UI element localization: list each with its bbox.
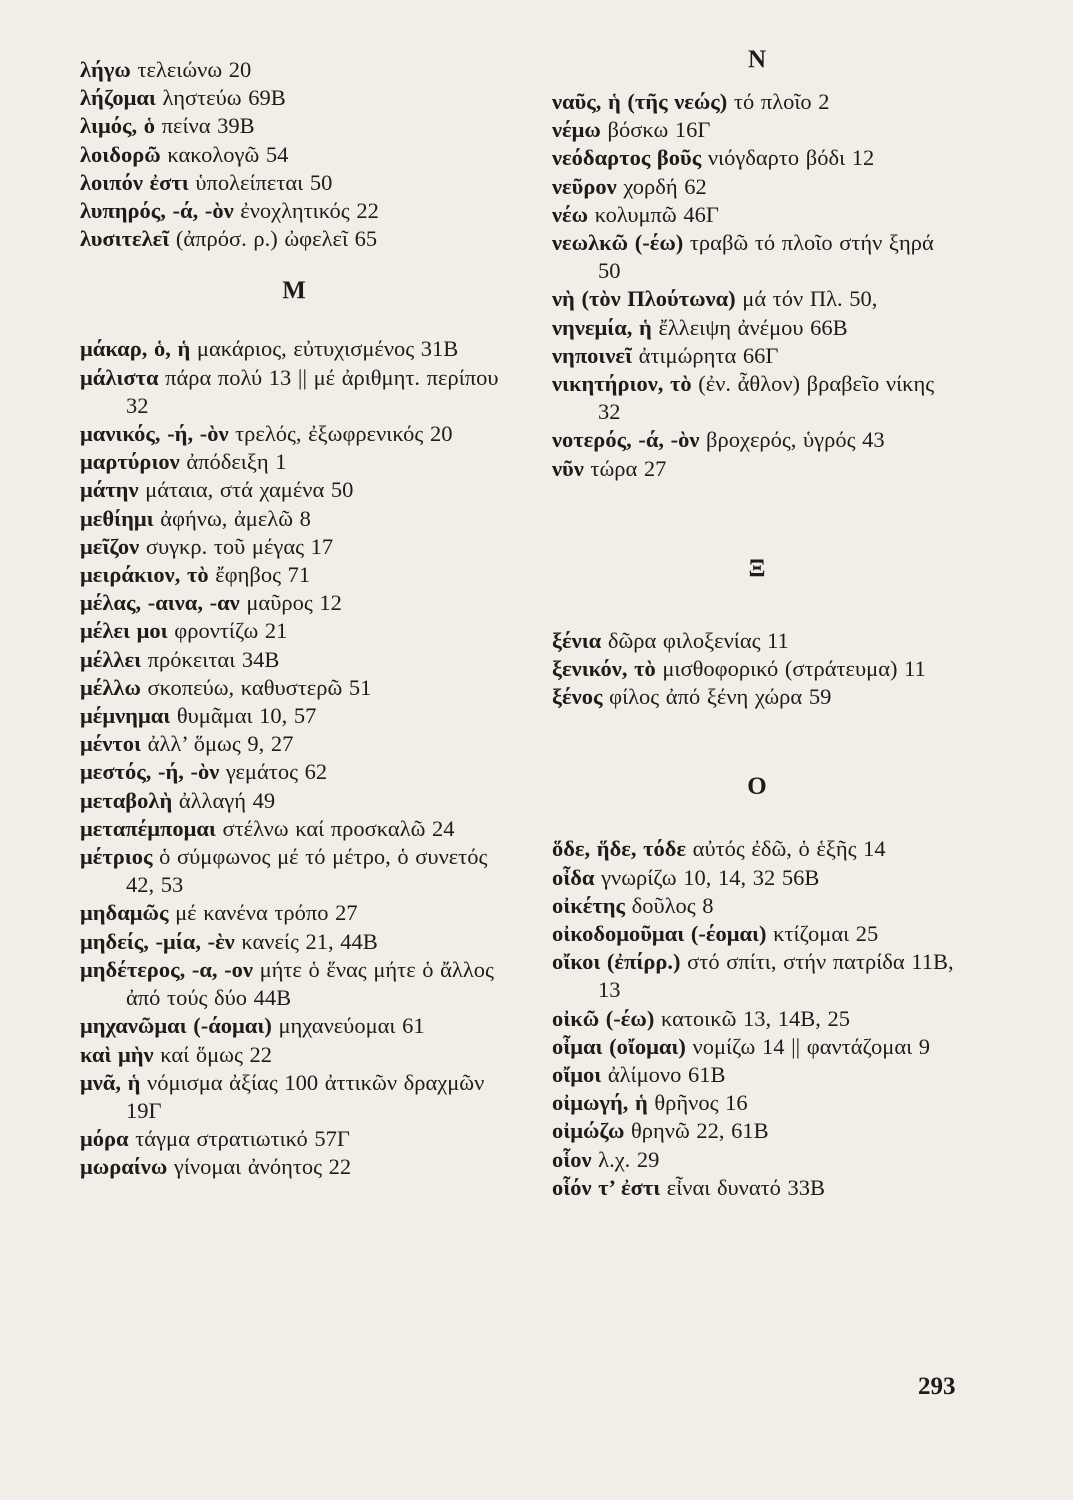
section-heading-mu: Μ <box>282 277 306 305</box>
entry-definition: αὐτός ἐδῶ, ὁ ἑξῆς 14 <box>692 836 886 862</box>
entry-definition: συγκρ. τοῦ μέγας 17 <box>145 533 334 559</box>
entry-definition: νόμισμα ἀξίας 100 ἀττικῶν δραχμῶν 19Γ <box>126 1069 485 1123</box>
entry-headword: μηδέτερος, -α, -ον <box>80 956 253 982</box>
entry-definition: κακολογῶ 54 <box>167 141 289 167</box>
entry-headword: οἰμώζω <box>552 1118 625 1144</box>
entry-definition: στέλνω καί προσκαλῶ 24 <box>222 815 455 841</box>
entry-headword: μέλλει <box>80 646 142 672</box>
entry-headword: μηδαμῶς <box>80 900 169 926</box>
dictionary-entry <box>80 112 508 140</box>
entry-definition: λ.χ. 29 <box>598 1146 660 1172</box>
entry-headword: ξένια <box>552 627 602 653</box>
entry-headword: λήζομαι <box>80 85 156 111</box>
dictionary-entry <box>80 225 508 253</box>
entry-definition: βόσκω 16Γ <box>607 117 711 143</box>
entry-headword: νέμω <box>552 117 601 143</box>
dictionary-entry <box>80 589 508 617</box>
dictionary-entry <box>552 285 962 313</box>
left-column <box>80 56 508 1182</box>
entry-definition: ἀπόδειξη 1 <box>186 449 287 475</box>
dictionary-entry <box>80 364 508 420</box>
dictionary-entry <box>80 1125 508 1153</box>
entry-headword: μάκαρ, ὁ, ἡ <box>80 336 191 362</box>
entry-definition: πρόκειται 34Β <box>147 646 280 672</box>
dictionary-entry <box>80 1069 508 1125</box>
dictionary-entry <box>552 655 962 683</box>
entry-headword: νηποινεῖ <box>552 342 633 368</box>
entry-definition: φροντίζω 21 <box>174 618 288 644</box>
dictionary-entry <box>552 455 962 483</box>
dictionary-entry <box>80 730 508 758</box>
dictionary-entry <box>80 674 508 702</box>
dictionary-entry <box>80 169 508 197</box>
dictionary-entry <box>80 56 508 84</box>
dictionary-entry <box>80 533 508 561</box>
entry-headword: οἰκῶ (-έω) <box>552 1005 655 1031</box>
dictionary-entry <box>80 561 508 589</box>
entry-definition: τρελός, ἐξωφρενικός 20 <box>235 421 453 447</box>
entry-definition: θρηνῶ 22, 61Β <box>631 1118 769 1144</box>
entry-definition: νιόγδαρτο βόδι 12 <box>707 145 875 171</box>
dictionary-entry <box>80 1153 508 1181</box>
dictionary-entry <box>80 646 508 674</box>
entry-definition: ἀλίμονο 61Β <box>607 1062 726 1088</box>
dictionary-entry <box>552 683 962 711</box>
entry-definition: στό σπίτι, στήν πατρίδα 11Β, 13 <box>598 949 954 1003</box>
entry-definition: γίνομαι ἀνόητος 22 <box>173 1154 352 1180</box>
entries-xi <box>552 627 962 712</box>
section-heading-xi: Ξ <box>748 554 766 582</box>
entry-definition: ἀφήνω, ἀμελῶ 8 <box>160 505 311 531</box>
dictionary-entry <box>552 1117 962 1145</box>
entry-headword: νῦν <box>552 455 584 481</box>
entry-headword: μεθίημι <box>80 505 154 531</box>
dictionary-entry <box>552 1033 962 1061</box>
entries-nu <box>552 88 962 483</box>
dictionary-entry <box>552 88 962 116</box>
dictionary-entry <box>80 1041 508 1069</box>
entry-headword: οἷόν τ’ ἐστι <box>552 1174 661 1200</box>
dictionary-entry <box>552 173 962 201</box>
entry-definition: μακάριος, εὐτυχισμένος 31Β <box>196 336 459 362</box>
dictionary-entry <box>552 116 962 144</box>
entry-headword: λυσιτελεῖ <box>80 226 170 252</box>
entry-definition: καί ὅμως 22 <box>160 1041 272 1067</box>
entry-headword: ναῦς, ἡ (τῆς νεώς) <box>552 89 728 114</box>
dictionary-entry <box>80 928 508 956</box>
dictionary-entry <box>552 144 962 172</box>
entry-headword: μέντοι <box>80 731 142 757</box>
entry-headword: μέλει μοι <box>80 618 168 644</box>
entry-definition: ἔλλειψη ἀνέμου 66Β <box>658 314 848 340</box>
entry-definition: ἔφηβος 71 <box>215 562 311 588</box>
entry-definition: ἀλλ’ ὅμως 9, 27 <box>147 731 294 757</box>
entry-headword: οἷον <box>552 1146 592 1172</box>
entries-omicron <box>552 835 962 1202</box>
dictionary-entry <box>80 476 508 504</box>
entry-definition: κανείς 21, 44Β <box>241 928 378 954</box>
entry-headword: μέτριος <box>80 844 153 870</box>
entry-definition: τάγμα στρατιωτικό 57Γ <box>135 1126 350 1152</box>
entry-headword: λυπηρός, -ά, -ὸν <box>80 198 234 224</box>
dictionary-entry <box>552 864 962 892</box>
entry-headword: νοτερός, -ά, -ὸν <box>552 427 700 453</box>
entry-definition: γεμάτος 62 <box>225 759 328 785</box>
entry-headword: ὅδε, ἥδε, τόδε <box>552 836 687 862</box>
entry-headword: μεταβολὴ <box>80 787 173 813</box>
entry-headword: μηδείς, -μία, -ὲν <box>80 928 235 954</box>
dictionary-entry <box>552 1146 962 1174</box>
entry-headword: μέλας, -αινα, -αν <box>80 590 240 616</box>
entry-headword: μάτην <box>80 477 139 503</box>
entry-headword: ξενικόν, τὸ <box>552 656 656 682</box>
entry-definition: τώρα 27 <box>590 455 667 481</box>
entry-definition: μισθοφορικό (στράτευμα) 11 <box>662 656 926 682</box>
entry-definition: ἐνοχλητικός 22 <box>240 198 379 224</box>
entry-definition: μάταια, στά χαμένα 50 <box>145 477 354 503</box>
entry-definition: πάρα πολύ 13 || μέ ἀριθμητ. περίπου 32 <box>126 364 499 418</box>
dictionary-entry <box>80 617 508 645</box>
entry-definition: ἀτιμώρητα 66Γ <box>638 342 779 368</box>
entry-headword: οἰμωγή, ἡ <box>552 1090 648 1116</box>
entry-definition: βροχερός, ὑγρός 43 <box>706 427 885 453</box>
dictionary-entry <box>80 1012 508 1040</box>
entry-headword: μωραίνω <box>80 1154 168 1180</box>
dictionary-entry <box>80 702 508 730</box>
entry-headword: οἶδα <box>552 864 595 890</box>
entry-headword: ξένος <box>552 684 603 710</box>
dictionary-entry <box>80 758 508 786</box>
entry-definition: μηχανεύομαι 61 <box>278 1013 425 1039</box>
entry-headword: λιμός, ὁ <box>80 113 156 139</box>
entry-headword: νεῦρον <box>552 173 617 199</box>
entry-headword: μαρτύριον <box>80 449 180 475</box>
entry-headword: καὶ μὴν <box>80 1041 154 1067</box>
entry-definition: μήτε ὁ ἕνας μήτε ὁ ἄλλος ἀπό τούς δύο 44Β <box>126 956 494 1011</box>
dictionary-entry <box>552 920 962 948</box>
right-column <box>552 46 962 1202</box>
dictionary-entry <box>80 899 508 927</box>
entry-headword: νικητήριον, τὸ <box>552 371 692 397</box>
entry-definition: κολυμπῶ 46Γ <box>594 201 719 227</box>
dictionary-entry <box>80 787 508 815</box>
entry-definition: ληστεύω 69Β <box>162 85 286 111</box>
dictionary-entry <box>552 892 962 920</box>
entry-headword: λοιπόν ἐστι <box>80 169 189 195</box>
entry-headword: νεωλκῶ (-έω) <box>552 230 684 256</box>
section-heading-nu: Ν <box>747 46 767 73</box>
dictionary-entry <box>552 627 962 655</box>
dictionary-entry <box>552 948 962 1004</box>
entry-definition: θυμᾶμαι 10, 57 <box>176 703 317 729</box>
entry-headword: μάλιστα <box>80 364 159 390</box>
entry-headword: νέω <box>552 201 589 227</box>
entry-headword: οἴκοι (ἐπίρρ.) <box>552 949 681 975</box>
entry-definition: τραβῶ τό πλοῖο στήν ξηρά 50 <box>598 230 934 284</box>
entry-headword: νηνεμία, ἡ <box>552 314 652 340</box>
dictionary-entry <box>80 197 508 225</box>
dictionary-entry <box>552 1061 962 1089</box>
dictionary-entry <box>80 84 508 112</box>
entry-headword: μεῖζον <box>80 533 140 559</box>
dictionary-entry <box>552 314 962 342</box>
dictionary-entry <box>552 835 962 863</box>
entry-headword: οἰκέτης <box>552 892 625 918</box>
entry-definition: πείνα 39Β <box>161 113 255 139</box>
entry-definition: δῶρα φιλοξενίας 11 <box>607 627 789 653</box>
entry-headword: μέμνημαι <box>80 703 171 729</box>
entry-headword: νὴ (τὸν Πλούτωνα) <box>552 286 736 312</box>
entry-definition: μέ κανένα τρόπο 27 <box>175 900 358 926</box>
entry-definition: μαῦρος 12 <box>246 590 342 616</box>
entry-headword: λοιδορῶ <box>80 141 161 167</box>
entry-headword: μηχανῶμαι (-άομαι) <box>80 1013 272 1039</box>
dictionary-entry <box>552 1089 962 1117</box>
dictionary-entry <box>80 448 508 476</box>
entry-definition: κατοικῶ 13, 14Β, 25 <box>660 1005 851 1031</box>
dictionary-entry <box>552 229 962 285</box>
dictionary-entry <box>80 420 508 448</box>
section-heading-omicron: Ο <box>747 773 767 801</box>
dictionary-entry <box>80 956 508 1012</box>
dictionary-entry <box>552 201 962 229</box>
entry-definition: τελειώνω 20 <box>137 57 252 82</box>
entry-headword: οἰκοδομοῦμαι (-έομαι) <box>552 921 767 947</box>
entry-definition: μά τόν Πλ. 50, <box>742 286 878 312</box>
dictionary-entry <box>552 342 962 370</box>
entry-definition: θρῆνος 16 <box>654 1090 748 1116</box>
entries-lambda <box>80 56 508 253</box>
entry-headword: νεόδαρτος βοῦς <box>552 145 702 171</box>
entry-definition: κτίζομαι 25 <box>773 921 879 947</box>
dictionary-entry <box>80 141 508 169</box>
entry-headword: μανικός, -ή, -ὸν <box>80 421 229 447</box>
entry-headword: οἴμοι <box>552 1062 602 1088</box>
entry-headword: οἶμαι (οἴομαι) <box>552 1033 686 1059</box>
entry-headword: λήγω <box>80 57 131 82</box>
dictionary-entry <box>552 370 962 426</box>
entry-definition: τό πλοῖο 2 <box>733 89 830 114</box>
entry-headword: μεταπέμπομαι <box>80 815 216 841</box>
entry-definition: (ἐν. ἆθλον) βραβεῖο νίκης 32 <box>598 371 935 425</box>
entry-definition: νομίζω 14 || φαντάζομαι 9 <box>692 1033 931 1059</box>
entry-headword: μόρα <box>80 1126 129 1152</box>
entry-headword: μεστός, -ή, -ὸν <box>80 759 220 785</box>
entry-definition: ὁ σύμφωνος μέ τό μέτρο, ὁ συνετός 42, 53 <box>126 844 488 898</box>
entry-headword: μειράκιον, τὸ <box>80 562 209 588</box>
page-number: 293 <box>918 1373 956 1400</box>
entry-definition: εἶναι δυνατό 33Β <box>666 1174 826 1200</box>
dictionary-entry <box>80 505 508 533</box>
dictionary-entry <box>552 1174 962 1202</box>
entry-headword: μνᾶ, ἡ <box>80 1069 141 1095</box>
entry-definition: χορδή 62 <box>623 173 707 199</box>
entry-definition: δοῦλος 8 <box>631 892 714 918</box>
entry-definition: (ἀπρόσ. ρ.) ὠφελεῖ 65 <box>175 226 378 252</box>
entry-definition: ὑπολείπεται 50 <box>195 169 333 195</box>
entry-definition: σκοπεύω, καθυστερῶ 51 <box>147 674 372 700</box>
dictionary-entry <box>552 1005 962 1033</box>
dictionary-entry <box>80 815 508 843</box>
dictionary-entry <box>552 426 962 454</box>
entries-mu <box>80 335 508 1181</box>
dictionary-entry <box>80 843 508 899</box>
entry-definition: ἀλλαγή 49 <box>178 787 276 813</box>
entry-definition: φίλος ἀπό ξένη χώρα 59 <box>609 684 832 710</box>
dictionary-entry <box>80 335 508 363</box>
entry-headword: μέλλω <box>80 674 141 700</box>
entry-definition: γνωρίζω 10, 14, 32 56Β <box>601 864 820 890</box>
